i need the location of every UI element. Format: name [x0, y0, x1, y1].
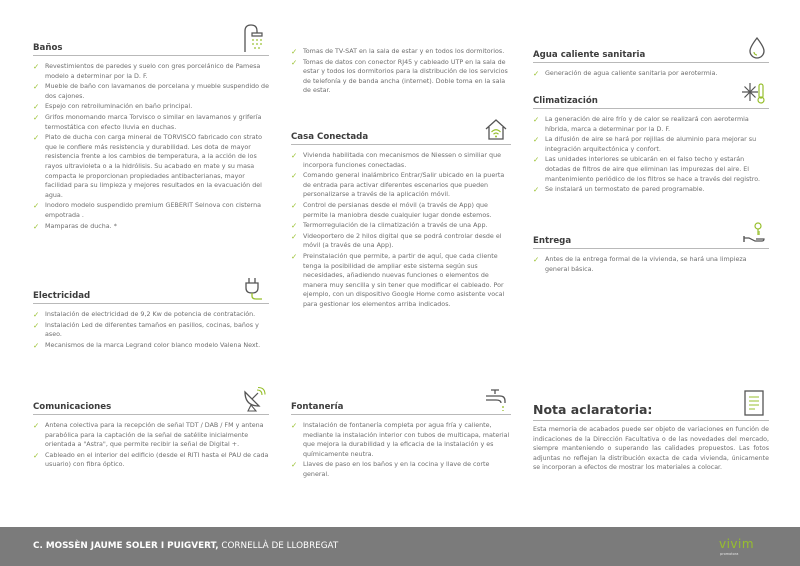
list-item-text: Las unidades interiores se ubicarán en el falso techo y estarán dotadas de filtros de aire que eliminan las impurezas del aire. El mantenimiento periódico de los filtros se hace a través del registro. — [545, 156, 761, 183]
section-header — [291, 126, 511, 145]
check-icon: ✓ — [533, 135, 540, 145]
list-item-text: Inodoro modelo suspendido premium GEBERIT Selnova con cisterna empotrada . — [45, 202, 262, 219]
check-icon: ✓ — [33, 421, 40, 430]
list-item-text: Mamparas de ducha. * — [45, 222, 117, 230]
list-item — [33, 222, 269, 232]
list-item — [291, 221, 511, 231]
list-item — [291, 47, 511, 57]
climatizacion-list — [533, 115, 769, 195]
list-item-text: Instalación de fontanería completa por agua fría y caliente, mediante la instalación interior con tubos de multicapa, material que mejora la durabilidad y la eficacia de la instalación y es químicamente neutra. — [303, 422, 510, 458]
check-icon: ✓ — [291, 47, 298, 56]
vivim-logo — [719, 535, 765, 557]
list-item — [33, 321, 269, 340]
section-agua-caliente — [533, 44, 769, 80]
section-header — [291, 396, 511, 415]
check-icon: ✓ — [291, 231, 298, 241]
list-item-text: Cableado en el interior del edificio (desde el RITI hasta el PAU de cada usuario) con fibra óptico. — [45, 451, 269, 469]
water-drop-icon — [747, 36, 767, 60]
casa-conectada-list — [291, 151, 511, 310]
list-item-text: Videoportero de 2 hilos digital que se podrá controlar desde el móvil (a través de una App). — [303, 232, 502, 250]
list-item-text: Tomas de datos con conector RJ45 y cableado UTP en la sala de estar y todos los dormitorios para la distribución de los servicios de telefonía y de banda ancha (internet). Doble toma en la sala de estar. — [303, 58, 508, 95]
list-item — [291, 58, 511, 96]
list-item — [533, 155, 769, 184]
list-item-text: Generación de agua caliente sanitaria por aerotermia. — [545, 70, 718, 77]
banos-list — [33, 62, 269, 231]
check-icon: ✓ — [33, 82, 40, 92]
check-icon: ✓ — [291, 151, 298, 160]
check-icon: ✓ — [33, 201, 40, 211]
footer-bar — [0, 527, 800, 566]
list-item — [291, 201, 511, 220]
logo-subtitle: promotora — [720, 552, 739, 556]
list-item-text: Control de persianas desde el móvil (a través de App) que permite la maniobra desde cualquier lugar donde estemos. — [303, 201, 492, 219]
check-icon: ✓ — [291, 221, 298, 231]
list-item — [533, 185, 769, 195]
check-icon: ✓ — [33, 133, 40, 143]
section-banos — [33, 37, 269, 232]
footer-street: C. MOSSÈN JAUME SOLER I PUIGVERT, — [33, 541, 219, 551]
list-item-text: Revestimientos de paredes y suelo con gres porcelánico de Pamesa modelo a determinar por la D. F. — [45, 63, 261, 80]
list-item — [33, 113, 269, 132]
section-header — [33, 37, 269, 56]
list-item — [33, 62, 269, 81]
nota-header — [533, 398, 769, 421]
list-item — [533, 69, 769, 79]
tomas-list — [291, 47, 511, 96]
list-item — [33, 341, 269, 351]
fontaneria-list — [291, 421, 511, 480]
wifi-house-icon — [483, 116, 509, 142]
satellite-dish-icon — [241, 386, 267, 412]
plug-icon — [241, 275, 267, 301]
list-item-text: Antes de la entrega formal de la vivienda, se hará una limpieza general básica. — [545, 256, 747, 273]
logo-text: vivim — [719, 537, 755, 551]
list-item — [291, 421, 511, 459]
check-icon: ✓ — [33, 310, 40, 319]
check-icon: ✓ — [33, 62, 40, 71]
section-tomas — [291, 47, 511, 97]
list-item — [33, 310, 269, 320]
list-item — [533, 255, 769, 274]
snowflake-thermometer-icon — [741, 80, 767, 106]
list-item-text: Tomas de TV-SAT en la sala de estar y en todos los dormitorios. — [303, 48, 505, 55]
list-item-text: La difusión de aire se hará por rejillas de aluminio para mejorar su integración arquitectónica y confort. — [545, 136, 757, 153]
list-item — [291, 460, 511, 479]
footer-city: CORNELLÀ DE LLOBREGAT — [218, 541, 339, 551]
section-title: Baños — [33, 43, 63, 53]
check-icon: ✓ — [33, 340, 40, 350]
section-title: Comunicaciones — [33, 402, 112, 412]
list-item-text: La generación de aire frío y de calor se realizará con aerotermia híbrida, marca a determinar por la D. F. — [545, 116, 749, 133]
section-climatizacion — [533, 90, 769, 196]
list-item — [533, 135, 769, 154]
section-title: Climatización — [533, 96, 598, 106]
section-title: Casa Conectada — [291, 132, 369, 142]
list-item — [33, 102, 269, 112]
list-item-text: Preinstalación que permite, a partir de aquí, que cada cliente tenga la posibilidad de ampliar este sistema según sus necesidades, añadiendo nuevas funciones o elementos de manera muy sencilla y sin tener que modificar el cableado. Por ejemplo, con un dispositivo Google Home como asistente vocal para gestionar los elementos arriba indicados. — [303, 252, 505, 308]
section-electricidad — [33, 285, 269, 351]
shower-icon — [241, 23, 267, 53]
check-icon: ✓ — [291, 171, 298, 181]
section-header — [33, 285, 269, 304]
check-icon: ✓ — [533, 155, 540, 165]
section-header — [33, 396, 269, 415]
faucet-icon — [483, 386, 509, 412]
section-header — [533, 230, 769, 249]
check-icon: ✓ — [291, 57, 298, 67]
nota-text: Esta memoria de acabados puede ser objeto de variaciones en función de indicaciones de la Dirección Facultativa o de las novedades del mercado, siempre manteniendo o superando las calidades propuestos. Las fotos adjuntas no reflejan la distribución exacta de cada vivienda, únicamente se incorporan a efectos de mostrar los materiales a colocar. — [533, 426, 769, 472]
list-item-text: Instalación Led de diferentes tamaños en pasillos, cocinas, baños y aseo. — [45, 321, 259, 339]
list-item-text: Plato de ducha con carga mineral de TORVISCO fabricado con strato que le confiere más resistencia y durabilidad. Les dota de mayor resistencia frente a los cambios de temperatura, a la acción de los rayos ultravioleta o a la hidrólisis. Su acabado en mate y su masa compacta le proporcionan propiedades antibacterianas, mayor facilidad para su limpieza y mejores resultados en la evacuación del agua. — [45, 134, 263, 199]
comunicaciones-list — [33, 421, 269, 470]
section-entrega — [533, 230, 769, 275]
section-title: Agua caliente sanitaria — [533, 50, 646, 60]
section-fontaneria — [291, 396, 511, 481]
check-icon: ✓ — [33, 102, 40, 112]
list-item-text: Instalación de electricidad de 9,2 Kw de potencia de contratación. — [45, 311, 256, 318]
document-icon — [743, 389, 765, 417]
list-item-text: Termorregulación de la climatización a través de una App. — [303, 222, 488, 230]
list-item — [33, 201, 269, 220]
list-item-text: Espejo con retroiluminación en baño principal. — [45, 103, 193, 111]
section-header — [533, 90, 769, 109]
list-item — [291, 252, 511, 310]
list-item-text: Llaves de paso en los baños y en la cocina y llave de corte general. — [303, 461, 490, 478]
list-item-text: Grifos monomando marca Torvisco o similar en lavamanos y grifería termostática con efecto lluvia en duchas. — [45, 113, 262, 131]
list-item — [533, 115, 769, 134]
check-icon: ✓ — [533, 255, 540, 264]
list-item — [291, 151, 511, 170]
list-item-text: Comando general inalámbrico Entrar/Salir ubicado en la puerta de entrada para activar diferentes escenarios que pueden personalizarse a través de la aplicación móvil. — [303, 172, 505, 199]
footer-address — [33, 541, 338, 551]
check-icon: ✓ — [33, 320, 40, 330]
list-item — [33, 451, 269, 470]
list-item — [33, 421, 269, 450]
check-icon: ✓ — [291, 460, 298, 470]
list-item-text: Antena colectiva para la recepción de señal TDT / DAB / FM y antena parabólica para la captación de la señal de satélite inicialmente orientada a "Astra", que permite recibir la señal de Digital +. — [45, 422, 264, 449]
section-title: Entrega — [533, 236, 572, 246]
electricidad-list — [33, 310, 269, 350]
hand-key-icon — [741, 220, 767, 246]
section-header — [533, 44, 769, 63]
section-title: Fontanería — [291, 402, 344, 412]
check-icon: ✓ — [291, 200, 298, 210]
list-item — [33, 82, 269, 101]
check-icon: ✓ — [33, 450, 40, 460]
agua-list — [533, 69, 769, 79]
check-icon: ✓ — [291, 421, 298, 430]
list-item — [291, 171, 511, 200]
section-casa-conectada — [291, 126, 511, 311]
check-icon: ✓ — [533, 185, 540, 195]
check-icon: ✓ — [533, 115, 540, 124]
list-item-text: Vivienda habilitada con mecanismos de Niessen o similiar que incorpora funciones conectadas. — [303, 152, 501, 169]
check-icon: ✓ — [291, 251, 298, 261]
check-icon: ✓ — [533, 69, 540, 78]
list-item-text: Mecanismos de la marca Legrand color blanco modelo Valena Next. — [45, 341, 261, 349]
list-item-text: Se instalará un termostato de pared programable. — [545, 186, 705, 194]
list-item-text: Mueble de baño con lavamanos de porcelana y mueble suspendido de dos cajones. — [45, 83, 269, 100]
check-icon: ✓ — [33, 112, 40, 122]
list-item — [33, 133, 269, 200]
list-item — [291, 232, 511, 251]
nota-title: Nota aclaratoria: — [533, 402, 653, 417]
check-icon: ✓ — [33, 221, 40, 231]
entrega-list — [533, 255, 769, 274]
section-title: Electricidad — [33, 291, 91, 301]
section-comunicaciones — [33, 396, 269, 471]
